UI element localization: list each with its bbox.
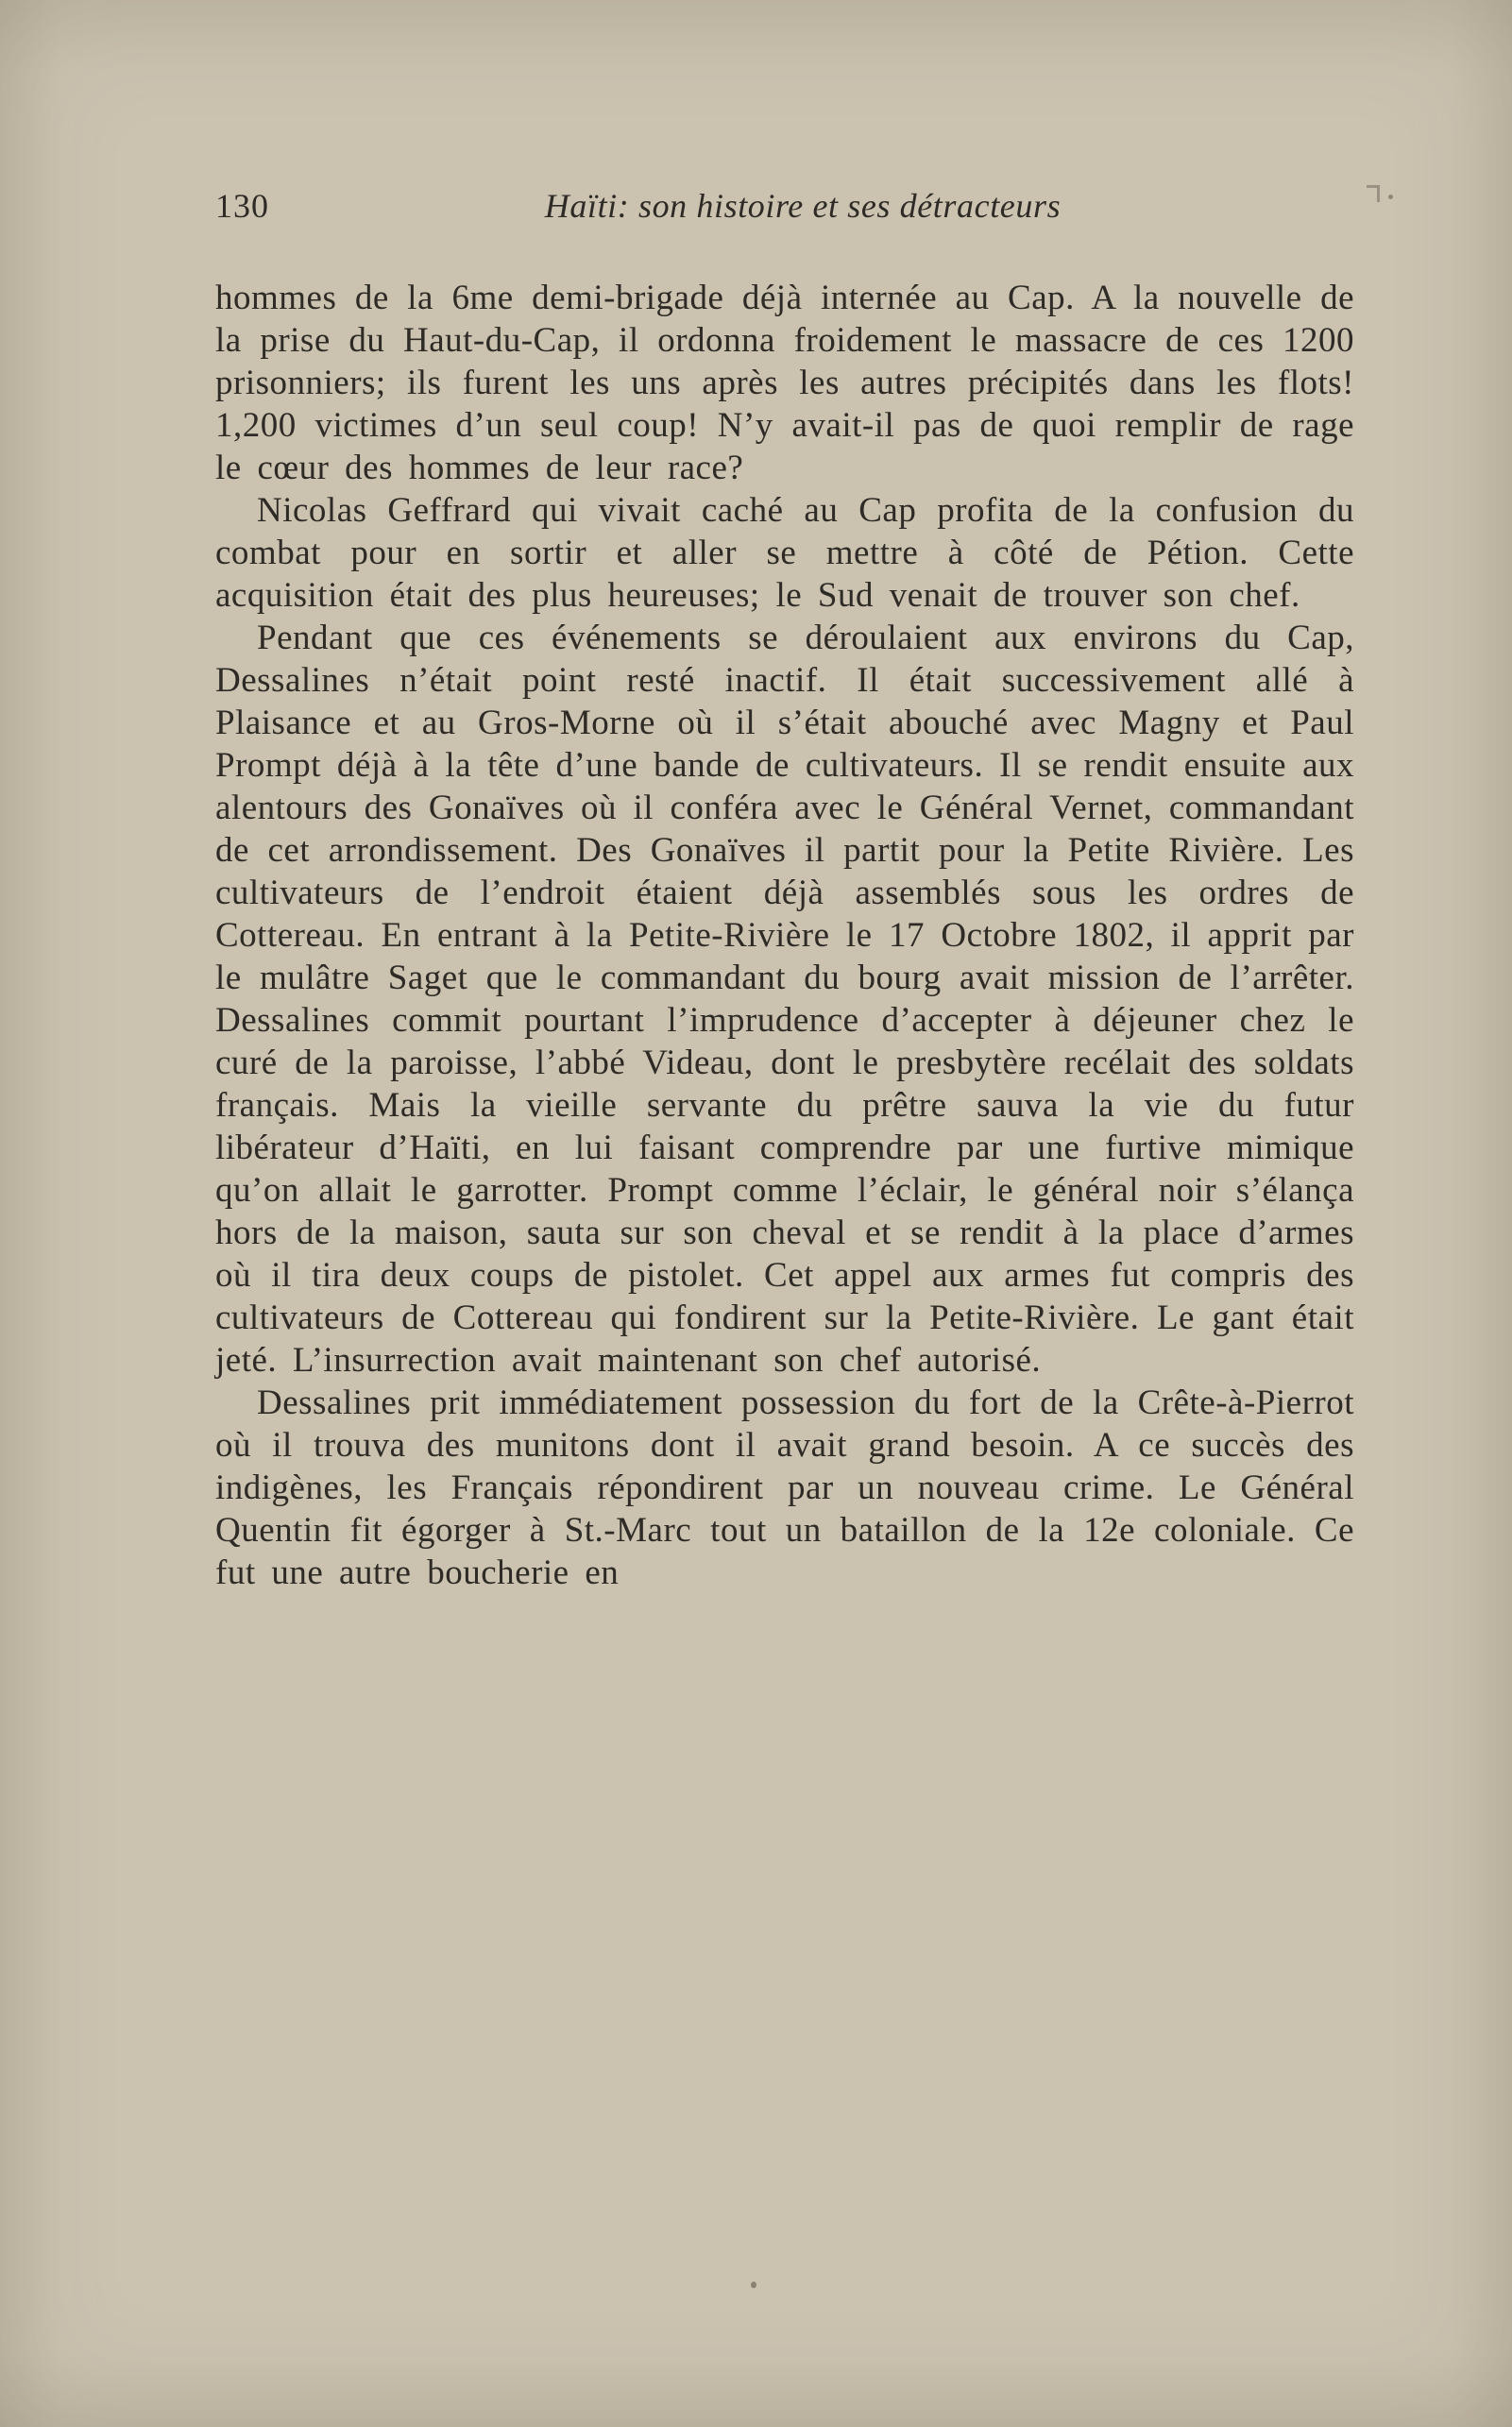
paragraph: Dessalines prit immédiatement possession du fort de la Crête-à-Pierrot où il trouva des munitons dont il avait grand besoin. A ce succès des indigènes, les Français répondirent par un nouveau crime. Le Général Quentin fit égorger à St.-Marc tout un bataillon de la 12e coloniale. Ce fut une autre boucherie en	[215, 1383, 1354, 1592]
scan-speck	[751, 2282, 756, 2288]
text-block	[215, 185, 1354, 1594]
paragraph-continuation: hommes de la 6me demi-brigade déjà internée au Cap. A la nouvelle de la prise du Haut-du-Cap, il ordonna froidement le massacre de ces 1200 prisonniers; ils furent les uns après les autres précipités dans les flots! 1,200 victimes d’un seul coup! N’y avait-il pas de quoi remplir de rage le cœur des hommes de leur race?	[215, 279, 1354, 487]
body-text	[215, 277, 1354, 1594]
scan-artifact-dot	[1388, 195, 1393, 199]
scan-artifact-mark	[1367, 185, 1380, 202]
paragraph: Pendant que ces événements se déroulaient aux environs du Cap, Dessalines n’était point resté inactif. Il était successivement allé à Plaisance et au Gros-Morne où il s’était abouché avec Magny et Paul Prompt déjà à la tête d’une bande de cultivateurs. Il se rendit ensuite aux alentours des Gonaïves où il conféra avec le Général Vernet, commandant de cet arrondissement. Des Gonaïves il partit pour la Petite Rivière. Les cultivateurs de l’endroit étaient déjà assemblés sous les ordres de Cottereau. En entrant à la Petite-Rivière le 17 Octobre 1802, il apprit par le mulâtre Saget que le commandant du bourg avait mission de l’arrêter. Dessalines commit pourtant l’imprudence d’accepter à déjeuner chez le curé de la paroisse, l’abbé Videau, dont le presbytère recélait des soldats français. Mais la vieille servante du prêtre sauva la vie du futur libérateur d’Haïti, en lui faisant comprendre par une furtive mimique qu’on allait le garrotter. Prompt comme l’éclair, le général noir s’élança hors de la maison, sauta sur son cheval et se rendit à la place d’armes où il tira deux coups de pistolet. Cet appel aux armes fut compris des cultivateurs de Cottereau qui fondirent sur la Petite-Rivière. Le gant était jeté. L’insurrection avait maintenant son chef autorisé.	[215, 619, 1354, 1380]
header-title: Haïti: son histoire et ses détracteurs	[544, 187, 1062, 225]
page-number: 130	[215, 187, 269, 225]
paragraph: Nicolas Geffrard qui vivait caché au Cap profita de la confusion du combat pour en sortir et aller se mettre à côté de Pétion. Cette acquisition était des plus heureuses; le Sud venait de trouver son chef.	[215, 491, 1354, 615]
running-header	[215, 185, 1354, 228]
